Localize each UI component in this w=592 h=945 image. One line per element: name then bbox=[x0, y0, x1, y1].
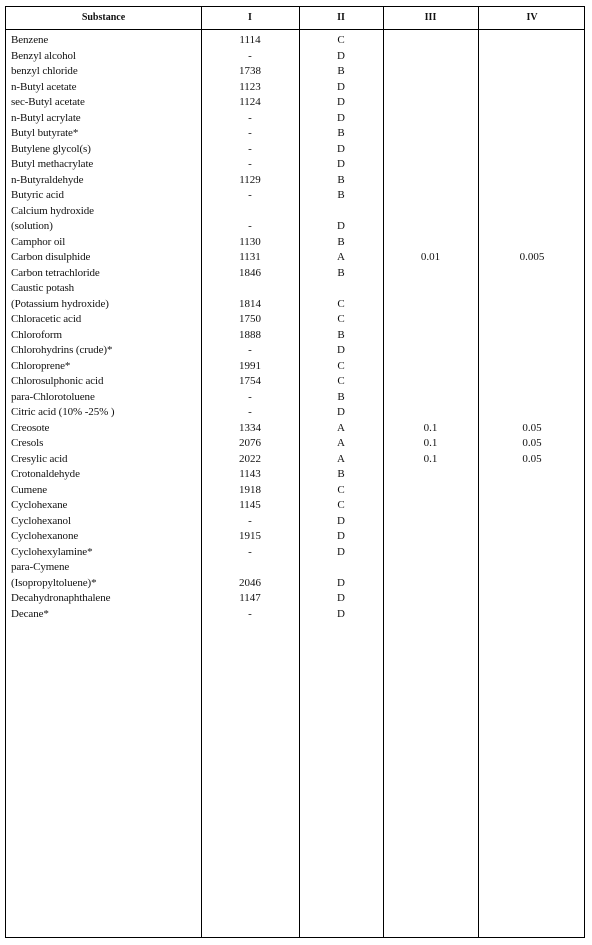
table-row bbox=[6, 359, 584, 375]
un-number: - bbox=[248, 607, 252, 620]
table-row bbox=[6, 514, 584, 530]
table-header bbox=[6, 7, 584, 30]
substance-name-line: Cumene bbox=[11, 483, 48, 496]
substance-name-line: Benzene bbox=[11, 34, 49, 46]
substance-name bbox=[6, 142, 203, 158]
category: C bbox=[337, 483, 345, 496]
substance-name-line: Citric acid (10% -25% ) bbox=[11, 406, 115, 418]
un-number: 1114 bbox=[239, 34, 261, 46]
substance-name-line: Chloroprene* bbox=[11, 359, 71, 372]
un-number: 1131 bbox=[239, 251, 261, 263]
substance-name bbox=[6, 467, 203, 483]
substance-name bbox=[6, 421, 203, 437]
un-number: - bbox=[248, 406, 252, 418]
category: B bbox=[337, 127, 345, 139]
table-row bbox=[6, 80, 584, 96]
substance-name-line: Cyclohexylamine* bbox=[11, 545, 93, 558]
table-row bbox=[6, 421, 584, 437]
substance-name bbox=[6, 514, 203, 530]
table-row bbox=[6, 312, 584, 328]
category: C bbox=[337, 359, 345, 372]
substance-name-line: Cyclohexane bbox=[11, 499, 68, 511]
substance-name bbox=[6, 359, 203, 375]
substance-table bbox=[5, 6, 585, 938]
un-number: 1124 bbox=[239, 96, 261, 108]
substance-name bbox=[6, 80, 203, 96]
table-row bbox=[6, 560, 584, 591]
category: B bbox=[337, 390, 345, 403]
substance-name-line: benzyl chloride bbox=[11, 65, 78, 77]
un-number: 1814 bbox=[239, 297, 261, 310]
substance-name-line: Cyclohexanol bbox=[11, 514, 71, 527]
category: B bbox=[337, 235, 345, 248]
table-row bbox=[6, 390, 584, 406]
substance-name-line: Cresols bbox=[11, 437, 44, 449]
table-row bbox=[6, 188, 584, 204]
category: D bbox=[337, 406, 345, 418]
substance-name bbox=[6, 204, 203, 235]
un-number: - bbox=[248, 189, 252, 201]
substance-name bbox=[6, 560, 203, 591]
substance-name-line: Decahydronaphthalene bbox=[11, 592, 111, 604]
un-number: - bbox=[248, 127, 252, 139]
header-col-i: I bbox=[248, 12, 252, 23]
table-row bbox=[6, 204, 584, 235]
category: C bbox=[337, 499, 345, 511]
substance-name bbox=[6, 529, 203, 545]
category: D bbox=[337, 49, 345, 62]
category: B bbox=[337, 173, 345, 186]
category: D bbox=[337, 142, 345, 155]
substance-name bbox=[6, 452, 203, 468]
limit-iv: 0.05 bbox=[522, 421, 542, 434]
category: A bbox=[337, 251, 345, 263]
limit-iii: 0.1 bbox=[423, 452, 438, 465]
substance-name-line: Butyl methacrylate bbox=[11, 158, 94, 170]
table-row bbox=[6, 157, 584, 173]
substance-name bbox=[6, 266, 203, 282]
un-number: 1147 bbox=[239, 592, 261, 604]
table-row bbox=[6, 95, 584, 111]
un-number: - bbox=[248, 220, 252, 232]
un-number: 1750 bbox=[239, 313, 261, 325]
un-number: 1915 bbox=[239, 530, 261, 542]
category: D bbox=[337, 514, 345, 527]
substance-name bbox=[6, 405, 203, 421]
substance-name bbox=[6, 64, 203, 80]
category: D bbox=[337, 592, 345, 604]
un-number: 1143 bbox=[239, 468, 261, 480]
category: B bbox=[337, 65, 345, 77]
category: D bbox=[337, 576, 345, 589]
un-number: 1145 bbox=[239, 499, 261, 511]
substance-name-line: Butyl butyrate* bbox=[11, 127, 79, 139]
category: C bbox=[337, 375, 345, 387]
table-row bbox=[6, 607, 584, 623]
un-number: - bbox=[248, 545, 252, 558]
substance-name-line: Chlorosulphonic acid bbox=[11, 375, 104, 387]
substance-name bbox=[6, 591, 203, 607]
substance-name-line: (Isopropyltoluene)* bbox=[11, 576, 97, 589]
substance-name-line: Chloracetic acid bbox=[11, 313, 82, 325]
category: C bbox=[337, 297, 345, 310]
substance-name-line: Decane* bbox=[11, 607, 49, 620]
un-number: 2076 bbox=[239, 437, 261, 449]
substance-name-line: (solution) bbox=[11, 220, 53, 232]
category: A bbox=[337, 421, 345, 434]
table-row bbox=[6, 374, 584, 390]
table-row bbox=[6, 452, 584, 468]
substance-name-line: Cresylic acid bbox=[11, 452, 68, 465]
un-number: 1918 bbox=[239, 483, 261, 496]
table-row bbox=[6, 111, 584, 127]
category: C bbox=[337, 313, 345, 325]
substance-name bbox=[6, 545, 203, 561]
un-number: 1334 bbox=[239, 421, 261, 434]
table-row bbox=[6, 436, 584, 452]
substance-name bbox=[6, 49, 203, 65]
substance-name-line: Butylene glycol(s) bbox=[11, 142, 91, 155]
substance-name-line: Carbon disulphide bbox=[11, 251, 91, 263]
substance-name bbox=[6, 281, 203, 312]
table-row bbox=[6, 33, 584, 49]
table-row bbox=[6, 328, 584, 344]
limit-iv: 0.05 bbox=[522, 452, 542, 465]
category: B bbox=[337, 328, 345, 341]
substance-name-line: n-Butyraldehyde bbox=[11, 173, 84, 186]
table-row bbox=[6, 266, 584, 282]
limit-iii: 0.01 bbox=[420, 251, 441, 263]
un-number: - bbox=[248, 344, 252, 356]
un-number: 1123 bbox=[239, 80, 261, 93]
table-row bbox=[6, 281, 584, 312]
table-row bbox=[6, 173, 584, 189]
table-row bbox=[6, 545, 584, 561]
substance-name bbox=[6, 436, 203, 452]
limit-iv: 0.05 bbox=[522, 437, 542, 449]
substance-name-line: Chlorohydrins (crude)* bbox=[11, 344, 113, 356]
substance-name-line: n-Butyl acetate bbox=[11, 80, 77, 93]
table-row bbox=[6, 498, 584, 514]
category: A bbox=[337, 437, 345, 449]
un-number: 1129 bbox=[239, 173, 261, 186]
limit-iii: 0.1 bbox=[423, 421, 438, 434]
table-row bbox=[6, 591, 584, 607]
table-row bbox=[6, 483, 584, 499]
table-row bbox=[6, 467, 584, 483]
table-row bbox=[6, 250, 584, 266]
table-row bbox=[6, 64, 584, 80]
substance-name bbox=[6, 328, 203, 344]
substance-name-line: n-Butyl acrylate bbox=[11, 111, 81, 124]
substance-name bbox=[6, 111, 203, 127]
un-number: - bbox=[248, 514, 252, 527]
substance-name-line: (Potassium hydroxide) bbox=[11, 297, 109, 310]
substance-name-line: Camphor oil bbox=[11, 235, 66, 248]
header-col-iii: III bbox=[424, 12, 437, 23]
substance-name-line: para-Cymene bbox=[11, 561, 70, 573]
header-col-iv: IV bbox=[526, 12, 538, 23]
substance-name bbox=[6, 126, 203, 142]
category: D bbox=[337, 545, 345, 558]
limit-iii: 0.1 bbox=[423, 437, 438, 449]
table-row bbox=[6, 126, 584, 142]
un-number: - bbox=[248, 111, 252, 124]
header-col-ii: II bbox=[337, 12, 345, 23]
substance-name-line: para-Chlorotoluene bbox=[11, 390, 95, 403]
un-number: 1888 bbox=[239, 328, 261, 341]
un-number: 1754 bbox=[239, 375, 261, 387]
category: D bbox=[337, 607, 345, 620]
table-row bbox=[6, 235, 584, 251]
table-row bbox=[6, 49, 584, 65]
header-substance: Substance bbox=[81, 12, 126, 23]
category: D bbox=[337, 96, 345, 108]
substance-name-line: Butyric acid bbox=[11, 189, 64, 201]
substance-name-line: Caustic potash bbox=[11, 282, 75, 294]
substance-name bbox=[6, 390, 203, 406]
table-body bbox=[6, 33, 584, 622]
un-number: - bbox=[248, 142, 252, 155]
substance-name bbox=[6, 95, 203, 111]
substance-name bbox=[6, 498, 203, 514]
substance-name-line: Cyclohexanone bbox=[11, 530, 79, 542]
substance-name-line: Crotonaldehyde bbox=[11, 468, 80, 480]
substance-name bbox=[6, 343, 203, 359]
substance-name bbox=[6, 374, 203, 390]
un-number: - bbox=[248, 390, 252, 403]
category: B bbox=[337, 189, 345, 201]
substance-name-line: Creosote bbox=[11, 421, 50, 434]
table-row bbox=[6, 529, 584, 545]
substance-name bbox=[6, 173, 203, 189]
un-number: 1738 bbox=[239, 65, 261, 77]
category: C bbox=[337, 34, 345, 46]
category: B bbox=[337, 468, 345, 480]
substance-name-line: sec-Butyl acetate bbox=[11, 96, 85, 108]
substance-name bbox=[6, 607, 203, 623]
substance-name bbox=[6, 483, 203, 499]
category: D bbox=[337, 158, 345, 170]
substance-name-line: Benzyl alcohol bbox=[11, 49, 76, 62]
substance-name bbox=[6, 188, 203, 204]
category: D bbox=[337, 80, 345, 93]
substance-name-line: Carbon tetrachloride bbox=[11, 266, 100, 279]
category: D bbox=[337, 530, 345, 542]
category: D bbox=[337, 344, 345, 356]
un-number: 2046 bbox=[239, 576, 261, 589]
un-number: 1991 bbox=[239, 359, 261, 372]
substance-name bbox=[6, 33, 203, 49]
substance-name bbox=[6, 250, 203, 266]
un-number: - bbox=[248, 158, 252, 170]
category: A bbox=[337, 452, 345, 465]
category: D bbox=[337, 111, 345, 124]
table-row bbox=[6, 343, 584, 359]
limit-iv: 0.005 bbox=[519, 251, 545, 263]
category: B bbox=[337, 266, 345, 279]
un-number: 2022 bbox=[239, 452, 261, 465]
substance-name bbox=[6, 235, 203, 251]
category: D bbox=[337, 220, 345, 232]
table-row bbox=[6, 142, 584, 158]
un-number: - bbox=[248, 49, 252, 62]
substance-name bbox=[6, 157, 203, 173]
un-number: 1130 bbox=[239, 235, 261, 248]
substance-name-line: Calcium hydroxide bbox=[11, 204, 94, 217]
un-number: 1846 bbox=[239, 266, 261, 279]
substance-name-line: Chloroform bbox=[11, 328, 62, 341]
table-row bbox=[6, 405, 584, 421]
substance-name bbox=[6, 312, 203, 328]
